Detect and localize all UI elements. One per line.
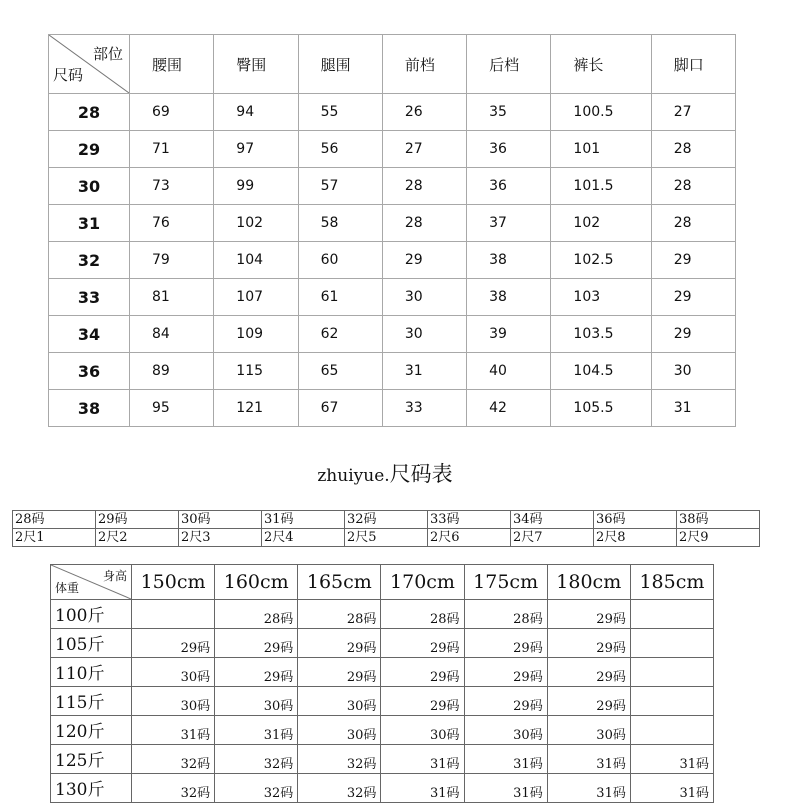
measurement-value-cell: 69 <box>130 94 214 131</box>
height-header-cell: 185cm <box>630 565 713 600</box>
measurement-value-cell: 28 <box>651 131 735 168</box>
height-header-cell: 165cm <box>298 565 381 600</box>
measurement-value-cell: 37 <box>467 205 551 242</box>
size-cell: 36 <box>49 353 130 390</box>
measurement-value-cell: 26 <box>382 94 466 131</box>
measurement-value-cell: 102 <box>551 205 651 242</box>
height-header-cell: 180cm <box>547 565 630 600</box>
measurement-value-cell: 103 <box>551 279 651 316</box>
height-header-cell: 170cm <box>381 565 464 600</box>
measurement-row <box>49 390 736 427</box>
header-leg-opening: 脚口 <box>651 35 735 94</box>
recommended-size-cell: 29码 <box>215 658 298 687</box>
measurement-row <box>49 205 736 242</box>
brand-name: zhuiyue. <box>317 466 390 486</box>
size-cell: 34 <box>49 316 130 353</box>
measurement-value-cell: 42 <box>467 390 551 427</box>
weight-row <box>51 774 714 803</box>
corner-label-part: 部位 <box>92 45 123 63</box>
recommended-size-cell: 28码 <box>381 600 464 629</box>
measurement-value-cell: 27 <box>382 131 466 168</box>
measurement-value-cell: 29 <box>651 242 735 279</box>
measurement-value-cell: 33 <box>382 390 466 427</box>
measurement-value-cell: 60 <box>298 242 382 279</box>
corner-label-size: 尺码 <box>53 66 84 84</box>
measurement-value-cell: 109 <box>214 316 298 353</box>
conversion-size-row <box>13 511 760 529</box>
measurement-value-cell: 29 <box>382 242 466 279</box>
recommended-size-cell: 30码 <box>547 716 630 745</box>
measurement-row <box>49 353 736 390</box>
measurement-value-cell: 89 <box>130 353 214 390</box>
weight-cell: 115斤 <box>51 687 132 716</box>
weight-cell: 125斤 <box>51 745 132 774</box>
recommended-size-cell: 31码 <box>215 716 298 745</box>
size-cell: 33 <box>49 279 130 316</box>
conversion-size-cell: 34码 <box>511 511 594 529</box>
recommended-size-cell <box>630 658 713 687</box>
measurement-value-cell: 101.5 <box>551 168 651 205</box>
measurement-value-cell: 29 <box>651 279 735 316</box>
header-back-rise: 后档 <box>467 35 551 94</box>
measurement-value-cell: 97 <box>214 131 298 168</box>
measurement-row <box>49 279 736 316</box>
measurement-value-cell: 99 <box>214 168 298 205</box>
recommended-size-cell: 28码 <box>464 600 547 629</box>
title-text: 尺码表 <box>389 462 453 486</box>
measurement-value-cell: 84 <box>130 316 214 353</box>
recommended-size-cell: 30码 <box>215 687 298 716</box>
measurement-value-cell: 30 <box>651 353 735 390</box>
conversion-chi-row <box>13 529 760 547</box>
conversion-chi-cell: 2尺7 <box>511 529 594 547</box>
conversion-chi-cell: 2尺8 <box>594 529 677 547</box>
recommended-size-cell: 29码 <box>464 658 547 687</box>
size-cell: 31 <box>49 205 130 242</box>
measurement-value-cell: 104.5 <box>551 353 651 390</box>
measurement-value-cell: 36 <box>467 131 551 168</box>
size-cell: 32 <box>49 242 130 279</box>
height-header-cell: 175cm <box>464 565 547 600</box>
measurement-value-cell: 94 <box>214 94 298 131</box>
conversion-size-cell: 36码 <box>594 511 677 529</box>
recommended-size-cell: 29码 <box>547 629 630 658</box>
recommended-size-cell <box>630 629 713 658</box>
height-weight-table <box>50 564 714 803</box>
size-conversion-table <box>12 510 760 547</box>
size-cell: 28 <box>49 94 130 131</box>
height-header-cell: 160cm <box>215 565 298 600</box>
weight-cell: 100斤 <box>51 600 132 629</box>
measurement-value-cell: 105.5 <box>551 390 651 427</box>
conversion-chi-cell: 2尺9 <box>677 529 760 547</box>
weight-cell: 130斤 <box>51 774 132 803</box>
recommended-size-cell: 28码 <box>298 600 381 629</box>
recommended-size-cell: 31码 <box>132 716 215 745</box>
header-length: 裤长 <box>551 35 651 94</box>
size-cell: 38 <box>49 390 130 427</box>
recommended-size-cell: 29码 <box>381 658 464 687</box>
recommended-size-cell: 29码 <box>298 629 381 658</box>
conversion-chi-cell: 2尺6 <box>428 529 511 547</box>
weight-cell: 110斤 <box>51 658 132 687</box>
measurement-value-cell: 104 <box>214 242 298 279</box>
height-weight-corner-cell <box>51 565 132 600</box>
measurement-corner-cell <box>49 35 130 94</box>
recommended-size-cell: 29码 <box>298 658 381 687</box>
measurement-value-cell: 76 <box>130 205 214 242</box>
measurement-value-cell: 55 <box>298 94 382 131</box>
weight-cell: 120斤 <box>51 716 132 745</box>
measurement-row <box>49 168 736 205</box>
measurement-value-cell: 28 <box>651 205 735 242</box>
recommended-size-cell: 31码 <box>464 774 547 803</box>
measurement-value-cell: 102 <box>214 205 298 242</box>
recommended-size-cell: 30码 <box>298 687 381 716</box>
measurement-value-cell: 28 <box>382 168 466 205</box>
measurement-value-cell: 58 <box>298 205 382 242</box>
recommended-size-cell: 31码 <box>630 774 713 803</box>
recommended-size-cell <box>630 687 713 716</box>
size-cell: 29 <box>49 131 130 168</box>
measurement-value-cell: 102.5 <box>551 242 651 279</box>
measurement-row <box>49 242 736 279</box>
measurement-value-cell: 28 <box>651 168 735 205</box>
measurement-value-cell: 101 <box>551 131 651 168</box>
recommended-size-cell: 29码 <box>464 687 547 716</box>
recommended-size-cell: 32码 <box>132 745 215 774</box>
measurement-value-cell: 56 <box>298 131 382 168</box>
recommended-size-cell <box>630 716 713 745</box>
header-front-rise: 前档 <box>382 35 466 94</box>
weight-row <box>51 716 714 745</box>
measurement-value-cell: 61 <box>298 279 382 316</box>
measurement-value-cell: 35 <box>467 94 551 131</box>
measurement-value-cell: 27 <box>651 94 735 131</box>
conversion-chi-cell: 2尺4 <box>262 529 345 547</box>
measurement-value-cell: 95 <box>130 390 214 427</box>
recommended-size-cell: 30码 <box>464 716 547 745</box>
measurement-value-cell: 29 <box>651 316 735 353</box>
conversion-size-cell: 29码 <box>96 511 179 529</box>
measurement-value-cell: 38 <box>467 242 551 279</box>
measurement-value-cell: 115 <box>214 353 298 390</box>
recommended-size-cell: 28码 <box>215 600 298 629</box>
measurement-value-cell: 100.5 <box>551 94 651 131</box>
weight-row <box>51 745 714 774</box>
weight-row <box>51 600 714 629</box>
recommended-size-cell: 31码 <box>464 745 547 774</box>
recommended-size-cell: 29码 <box>547 658 630 687</box>
recommended-size-cell <box>132 600 215 629</box>
size-cell: 30 <box>49 168 130 205</box>
conversion-size-cell: 38码 <box>677 511 760 529</box>
recommended-size-cell: 31码 <box>381 774 464 803</box>
measurement-value-cell: 107 <box>214 279 298 316</box>
recommended-size-cell: 31码 <box>547 774 630 803</box>
header-hip: 臀围 <box>214 35 298 94</box>
header-thigh: 腿围 <box>298 35 382 94</box>
measurement-value-cell: 65 <box>298 353 382 390</box>
recommended-size-cell: 32码 <box>298 745 381 774</box>
recommended-size-cell: 30码 <box>132 687 215 716</box>
recommended-size-cell <box>630 600 713 629</box>
measurement-value-cell: 79 <box>130 242 214 279</box>
height-weight-body <box>51 600 714 803</box>
recommended-size-cell: 29码 <box>381 687 464 716</box>
measurement-value-cell: 31 <box>382 353 466 390</box>
measurement-header-row <box>49 35 736 94</box>
recommended-size-cell: 31码 <box>630 745 713 774</box>
measurement-value-cell: 62 <box>298 316 382 353</box>
measurement-value-cell: 31 <box>651 390 735 427</box>
measurement-table-body <box>49 94 736 427</box>
recommended-size-cell: 32码 <box>298 774 381 803</box>
conversion-size-cell: 31码 <box>262 511 345 529</box>
recommended-size-cell: 29码 <box>132 629 215 658</box>
recommended-size-cell: 32码 <box>215 745 298 774</box>
measurement-value-cell: 81 <box>130 279 214 316</box>
corner-label-weight: 体重 <box>55 581 80 595</box>
weight-row <box>51 687 714 716</box>
measurement-value-cell: 73 <box>130 168 214 205</box>
recommended-size-cell: 29码 <box>547 687 630 716</box>
weight-row <box>51 658 714 687</box>
conversion-size-cell: 32码 <box>345 511 428 529</box>
measurement-row <box>49 131 736 168</box>
measurement-value-cell: 30 <box>382 316 466 353</box>
weight-cell: 105斤 <box>51 629 132 658</box>
measurement-value-cell: 71 <box>130 131 214 168</box>
size-chart-title <box>0 458 770 488</box>
header-waist: 腰围 <box>130 35 214 94</box>
conversion-size-cell: 30码 <box>179 511 262 529</box>
recommended-size-cell: 30码 <box>298 716 381 745</box>
measurement-value-cell: 36 <box>467 168 551 205</box>
measurement-value-cell: 40 <box>467 353 551 390</box>
recommended-size-cell: 29码 <box>215 629 298 658</box>
recommended-size-cell: 30码 <box>132 658 215 687</box>
measurement-value-cell: 39 <box>467 316 551 353</box>
measurement-value-cell: 67 <box>298 390 382 427</box>
recommended-size-cell: 30码 <box>381 716 464 745</box>
conversion-chi-cell: 2尺5 <box>345 529 428 547</box>
measurement-value-cell: 28 <box>382 205 466 242</box>
measurement-value-cell: 38 <box>467 279 551 316</box>
recommended-size-cell: 31码 <box>547 745 630 774</box>
corner-label-height: 身高 <box>102 569 127 583</box>
conversion-chi-cell: 2尺1 <box>13 529 96 547</box>
recommended-size-cell: 29码 <box>547 600 630 629</box>
height-header-row <box>51 565 714 600</box>
conversion-chi-cell: 2尺2 <box>96 529 179 547</box>
recommended-size-cell: 31码 <box>381 745 464 774</box>
recommended-size-cell: 29码 <box>381 629 464 658</box>
measurement-table <box>48 34 736 427</box>
measurement-value-cell: 57 <box>298 168 382 205</box>
measurement-value-cell: 121 <box>214 390 298 427</box>
measurement-value-cell: 103.5 <box>551 316 651 353</box>
conversion-size-cell: 28码 <box>13 511 96 529</box>
conversion-chi-cell: 2尺3 <box>179 529 262 547</box>
measurement-row <box>49 316 736 353</box>
measurement-value-cell: 30 <box>382 279 466 316</box>
recommended-size-cell: 29码 <box>464 629 547 658</box>
recommended-size-cell: 32码 <box>132 774 215 803</box>
height-header-cell: 150cm <box>132 565 215 600</box>
conversion-size-cell: 33码 <box>428 511 511 529</box>
measurement-row <box>49 94 736 131</box>
weight-row <box>51 629 714 658</box>
recommended-size-cell: 32码 <box>215 774 298 803</box>
